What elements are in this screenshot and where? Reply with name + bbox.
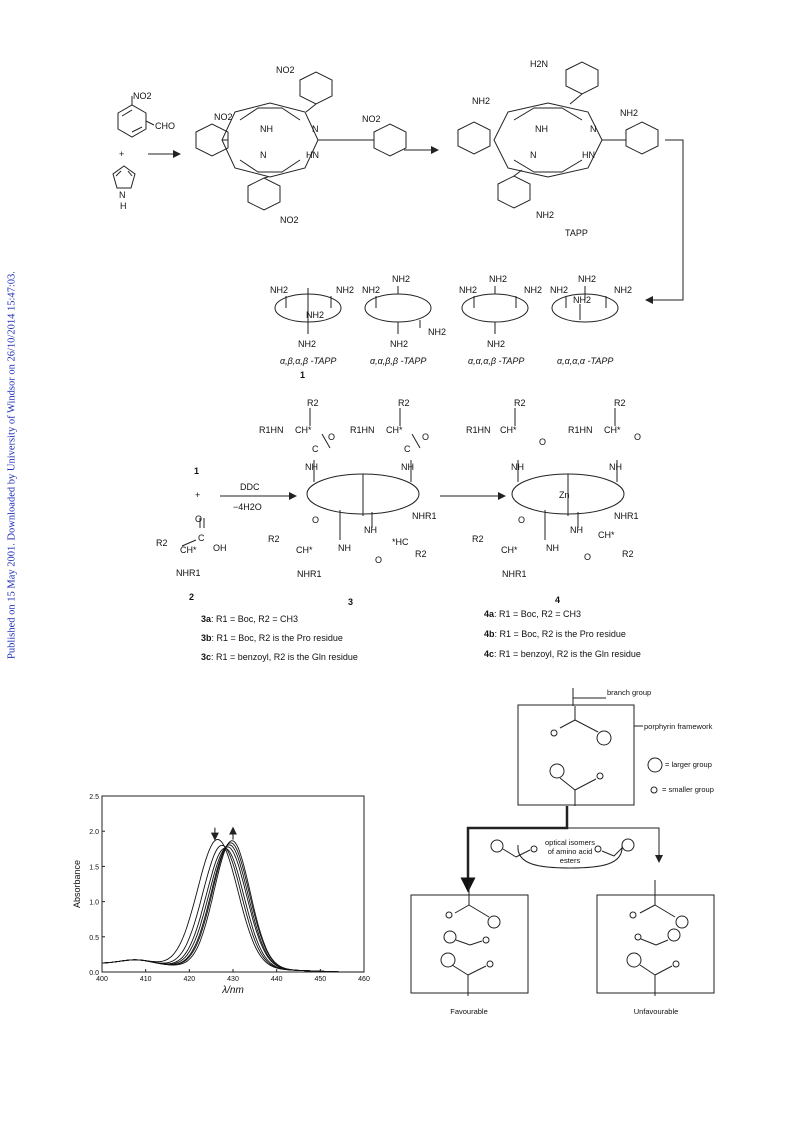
pyrrole-h-label: H xyxy=(120,201,127,211)
porphyrin-no2-top: NO2 xyxy=(276,65,295,75)
y-tick-label: 1.0 xyxy=(89,899,99,907)
iso3-nh2-d: NH2 xyxy=(487,339,506,349)
x-tick-label: 410 xyxy=(139,976,152,983)
label-3c: 3c: R1 = benzoyl, R2 is the Gln residue xyxy=(201,652,358,662)
iso3-nh2-b: NH2 xyxy=(489,274,508,284)
aa-c-label: C xyxy=(198,533,205,543)
pyrrole-structure xyxy=(113,166,135,188)
isomer-label-1: α,β,α,β -TAPP xyxy=(280,356,337,366)
larger-group-icon xyxy=(648,758,662,772)
chart-arrows xyxy=(215,828,233,840)
c3-ch-2: CH* xyxy=(386,425,403,435)
series-line-2 xyxy=(102,845,364,972)
c3-r1hn-2: R1HN xyxy=(350,425,375,435)
iso2-nh2-a: NH2 xyxy=(362,285,381,295)
c4-r2-1: R2 xyxy=(514,398,526,408)
porphyrin-no2-bottom: NO2 xyxy=(280,215,299,225)
chart-xlabel: λ/nm xyxy=(222,985,244,996)
c4-nh-2: NH xyxy=(609,462,622,472)
y-tick-label: 2.0 xyxy=(89,829,99,837)
isomer-label-4: α,α,α,α -TAPP xyxy=(557,356,614,366)
tapp-nh2-right: NH2 xyxy=(620,108,639,118)
aa-oh-label: OH xyxy=(213,543,227,553)
label-3b: 3b: R1 = Boc, R2 is the Pro residue xyxy=(201,633,343,643)
porphyrin-hn: HN xyxy=(306,150,319,160)
porphyrin-no2-left: NO2 xyxy=(214,112,233,122)
c3-r2-4: R2 xyxy=(415,549,427,559)
pyrrole-n-label: N xyxy=(119,190,126,200)
nitro-porphyrin-structure xyxy=(196,72,406,210)
x-tick-label: 440 xyxy=(270,976,283,983)
iso2-nh2-c: NH2 xyxy=(428,327,447,337)
iso4-nh2-a: NH2 xyxy=(550,285,569,295)
c3-nh-2: NH xyxy=(401,462,414,472)
plus-sign-2: + xyxy=(195,490,201,500)
optical-isomers-line-1: optical isomers xyxy=(544,838,596,847)
tapp-structure xyxy=(458,62,658,208)
download-note: Published on 15 May 2001. Downloaded by University of Windsor on 26/10/2014 15:47:03. xyxy=(6,271,18,659)
nitrobenzaldehyde-structure xyxy=(118,96,154,137)
plus-sign-1: + xyxy=(119,149,125,159)
c3-ch-3: CH* xyxy=(296,545,313,555)
c4-nhr1-1: NHR1 xyxy=(614,511,639,521)
c4-r1hn-1: R1HN xyxy=(466,425,491,435)
c4-ch-3: CH* xyxy=(501,545,518,555)
tapp-n-1: N xyxy=(590,124,597,134)
c3-o-1: O xyxy=(328,432,336,442)
tapp-h2n-top: H2N xyxy=(530,59,549,69)
x-tick-label: 400 xyxy=(96,976,108,983)
c3-nh-1: NH xyxy=(305,462,318,472)
tapp-n-2: N xyxy=(530,150,537,160)
isomer-label-3: α,α,α,β -TAPP xyxy=(468,356,525,366)
iso3-nh2-a: NH2 xyxy=(459,285,478,295)
label-4b: 4b: R1 = Boc, R2 is the Pro residue xyxy=(484,629,626,639)
iso1-nh2-d: NH2 xyxy=(298,339,317,349)
porphyrin-n-2: N xyxy=(260,150,267,160)
c4-nh-1: NH xyxy=(511,462,524,472)
x-tick-label: 430 xyxy=(227,976,239,983)
scheme1-synthesis xyxy=(113,62,683,334)
c4-ch-1: CH* xyxy=(500,425,517,435)
aa-number-2: 2 xyxy=(189,592,195,602)
iso1-nh2-c: NH2 xyxy=(306,310,325,320)
y-tick-label: 0.5 xyxy=(89,934,99,942)
label-4a: 4a: R1 = Boc, R2 = CH3 xyxy=(484,609,582,619)
tapp-nh2-bottom: NH2 xyxy=(536,210,555,220)
c3-r1hn-1: R1HN xyxy=(259,425,284,435)
c4-o-1: O xyxy=(539,437,547,447)
iso4-nh2-b: NH2 xyxy=(578,274,597,284)
series-line-7 xyxy=(102,841,364,972)
minus-h2o-label: −4H2O xyxy=(233,502,262,512)
porphyrin-nh: NH xyxy=(260,124,273,134)
compound-3-label: 3 xyxy=(348,597,354,607)
aa-r2-label: R2 xyxy=(156,538,168,548)
chart-series xyxy=(102,840,364,973)
favourable-box xyxy=(411,895,528,993)
smaller-group-icon xyxy=(651,787,657,793)
porphyrin-n-1: N xyxy=(312,124,319,134)
x-tick-label: 450 xyxy=(314,976,327,983)
optical-isomers-line-3: esters xyxy=(559,856,581,865)
aa-o-label: O xyxy=(195,514,203,524)
c3-nhr1-2: NHR1 xyxy=(297,569,322,579)
branch-group-label: branch group xyxy=(607,688,652,697)
ddc-label: DDC xyxy=(240,482,260,492)
y-tick-label: 0.0 xyxy=(89,970,99,977)
c4-r1hn-2: R1HN xyxy=(568,425,593,435)
zinc-label: Zn xyxy=(559,490,570,500)
series-line-4 xyxy=(102,847,364,972)
iso4-nh2-d: NH2 xyxy=(614,285,633,295)
label-4c: 4c: R1 = benzoyl, R2 is the Gln residue xyxy=(484,649,641,659)
c3-hc: *HC xyxy=(392,537,409,547)
chart-plot-frame xyxy=(102,796,364,972)
iso2-nh2-d: NH2 xyxy=(390,339,409,349)
unfavourable-label: Unfavourable xyxy=(633,1007,679,1016)
larger-group-label: = larger group xyxy=(665,760,712,769)
isomer-label-2: α,α,β,β -TAPP xyxy=(370,356,427,366)
x-tick-label: 420 xyxy=(183,976,196,983)
c3-o-4: O xyxy=(375,555,383,565)
arrow-3 xyxy=(646,140,683,300)
scheme2-coupling xyxy=(182,408,624,546)
c3-c-1: C xyxy=(312,444,319,454)
c3-o-3: O xyxy=(312,515,320,525)
scheme2-text xyxy=(156,398,641,662)
c4-ch-2: CH* xyxy=(604,425,621,435)
c3-c-2: C xyxy=(404,444,411,454)
tapp-nh: NH xyxy=(535,124,548,134)
tapp-caption: TAPP xyxy=(565,228,588,238)
favourable-label: Favourable xyxy=(450,1007,488,1016)
isomer-number-1: 1 xyxy=(300,370,306,380)
optical-isomers-line-2: of amino acid xyxy=(547,847,593,856)
chart-ylabel: Absorbance xyxy=(72,859,82,909)
y-tick-label: 2.5 xyxy=(89,794,99,801)
c3-nhr1-1: NHR1 xyxy=(412,511,437,521)
chart-ticks xyxy=(89,794,370,983)
c4-nh-4: NH xyxy=(546,543,559,553)
c3-ch-1: CH* xyxy=(295,425,312,435)
c4-nhr1-2: NHR1 xyxy=(502,569,527,579)
iso1-nh2-b: NH2 xyxy=(336,285,355,295)
c4-r2-3: R2 xyxy=(472,534,484,544)
tapp-hn: HN xyxy=(582,150,595,160)
absorbance-chart xyxy=(72,794,370,996)
c3-r2-3: R2 xyxy=(268,534,280,544)
c3-r2-2: R2 xyxy=(398,398,410,408)
c3-o-2: O xyxy=(422,432,430,442)
c4-o-4: O xyxy=(584,552,592,562)
c3-nh-4: NH xyxy=(338,543,351,553)
c4-o-2: O xyxy=(634,432,642,442)
compound-4-label: 4 xyxy=(555,595,561,605)
c4-r2-2: R2 xyxy=(614,398,626,408)
c4-o-3: O xyxy=(518,515,526,525)
iso2-nh2-b: NH2 xyxy=(392,274,411,284)
tapp-nh2-left: NH2 xyxy=(472,96,491,106)
porphyrin-no2-right: NO2 xyxy=(362,114,381,124)
c3-nh-3: NH xyxy=(364,525,377,535)
reactant-cho-label: CHO xyxy=(155,121,175,131)
iso4-nh2-c: NH2 xyxy=(573,295,592,305)
iso3-nh2-c: NH2 xyxy=(524,285,543,295)
smaller-group-label: = smaller group xyxy=(662,785,714,794)
label-3a: 3a: R1 = Boc, R2 = CH3 xyxy=(201,614,299,624)
scheme1-text xyxy=(119,59,638,380)
y-tick-label: 1.5 xyxy=(89,864,99,872)
iso1-nh2-a: NH2 xyxy=(270,285,289,295)
aa-ch-label: CH* xyxy=(180,545,197,555)
series-line-6 xyxy=(102,843,364,972)
c4-ch-4: CH* xyxy=(598,530,615,540)
c3-r2-1: R2 xyxy=(307,398,319,408)
x-tick-label: 460 xyxy=(358,976,370,983)
reactant-nitro-label: NO2 xyxy=(133,91,152,101)
c4-nh-3: NH xyxy=(570,525,583,535)
series-line-3 xyxy=(102,848,364,972)
porphyrin-framework-label: porphyrin framework xyxy=(644,722,713,731)
aa-nhr1-label: NHR1 xyxy=(176,568,201,578)
reagent-1-label: 1 xyxy=(194,466,200,476)
c4-r2-4: R2 xyxy=(622,549,634,559)
